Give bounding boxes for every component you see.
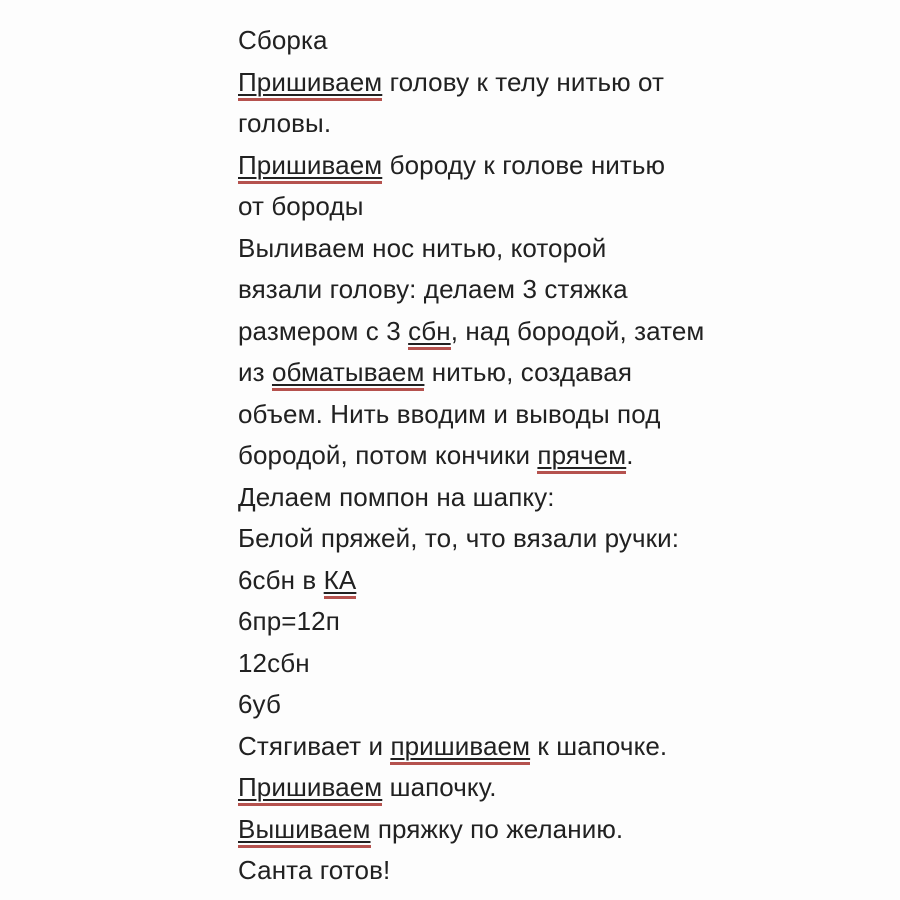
text-run: 6сбн в xyxy=(238,564,324,595)
text-line xyxy=(238,352,698,394)
text-run: Сборка xyxy=(238,25,328,55)
flagged-word: прячем xyxy=(537,440,626,474)
text-run: Стягивает и xyxy=(238,730,391,761)
text-run: голову к телу нитью от xyxy=(382,66,665,97)
text-line xyxy=(238,726,698,768)
text-run: размером с 3 xyxy=(238,315,409,346)
flagged-word: пришиваем xyxy=(390,731,530,765)
text-run: Выливаем нос нитью, которой xyxy=(238,232,607,263)
text-run: шапочку. xyxy=(382,772,497,802)
flagged-word: сбн xyxy=(408,316,451,350)
text-line xyxy=(238,684,698,726)
text-line xyxy=(238,269,698,311)
text-line xyxy=(238,435,698,477)
text-line xyxy=(238,643,698,685)
text-line xyxy=(238,477,698,519)
text-line xyxy=(238,809,698,851)
text-line xyxy=(238,394,698,436)
text-run: головы. xyxy=(238,108,332,138)
text-line xyxy=(238,560,698,602)
text-run: бороду к голове нитью xyxy=(382,149,666,180)
flagged-word: Пришиваем xyxy=(238,150,382,184)
text-line xyxy=(238,767,698,809)
instructions-text-block xyxy=(238,20,705,892)
text-run: из xyxy=(238,357,272,387)
text-run: Санта готов! xyxy=(238,855,391,885)
text-run: нитью, создавая xyxy=(424,357,633,387)
text-run: от бороды xyxy=(238,191,364,221)
text-run: 6уб xyxy=(238,689,281,719)
text-line xyxy=(238,518,698,560)
text-run: 6пр=12п xyxy=(238,606,340,636)
text-run: . xyxy=(626,440,634,470)
text-line xyxy=(238,311,705,353)
flagged-word: КА xyxy=(324,565,357,599)
text-run: Делаем помпон на шапку: xyxy=(238,481,555,512)
text-run: Белой пряжей, то, что вязали ручки: xyxy=(238,523,680,553)
text-run: объем. Нить вводим и выводы под xyxy=(238,398,661,429)
text-line xyxy=(238,186,698,228)
text-line xyxy=(238,850,698,892)
text-run: вязали голову: делаем 3 стяжка xyxy=(238,274,628,304)
text-run: , над бородой, затем xyxy=(450,315,705,346)
flagged-word: обматываем xyxy=(272,357,424,391)
text-run: к шапочке. xyxy=(530,730,668,761)
text-run: бородой, потом кончики xyxy=(238,440,538,470)
text-run: 12сбн xyxy=(238,647,310,678)
text-line xyxy=(238,62,698,104)
text-line xyxy=(238,103,698,145)
text-line xyxy=(238,601,698,643)
text-line xyxy=(238,228,698,270)
flagged-word: Пришиваем xyxy=(238,67,382,101)
text-run: пряжку по желанию. xyxy=(370,813,624,844)
flagged-word: Вышиваем xyxy=(238,814,371,848)
flagged-word: Пришиваем xyxy=(238,772,382,806)
text-line xyxy=(238,20,698,62)
text-line xyxy=(238,145,698,187)
